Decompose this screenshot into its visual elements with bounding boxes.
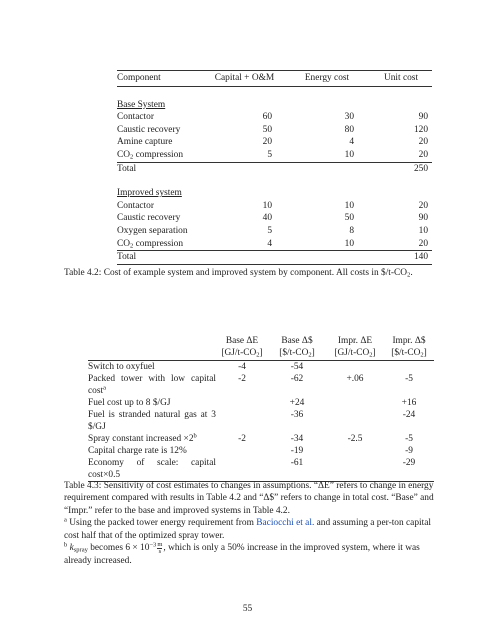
total-row [117,251,432,265]
header-cell: Impr. ΔE $[GJ/t-CO_2]$ [334,336,376,359]
table-row [88,409,434,433]
section-label: Improved system [117,188,182,199]
page-number: 55 [242,604,253,614]
header-cell: Base ΔE $[GJ/t-CO_2]$ [221,336,263,359]
cell [216,397,268,409]
cell: 4 [205,238,284,251]
cell: 4 [349,137,354,148]
table-4-3-caption [64,480,444,567]
table-row [88,361,434,374]
table-row [117,200,432,213]
cell [326,445,384,457]
footnote-a: $^a$ Using the packed tower energy requirement from Baciocchi et al. and assuming a per-ton capital cost half that of the optimized spray tower. [64,516,431,541]
caption-paragraph: Table 4.3: Sensitivity of cost estimates to changes in assumptions. “ΔE” refers to change in energy requirement compared with results in Table 4.2 and “Δ$” refers to change in total cost. “Base” and “Impr.” refer to the base and improved systems in Table 4.2. [64,481,434,516]
cell: -9 [405,446,413,456]
table-4-2 [117,70,432,265]
cell: +24 [289,398,305,408]
cell: 10 [284,149,370,162]
total-label: Total [117,251,205,265]
header-cell: Unit cost [370,71,432,87]
cell: 8 [349,225,354,236]
row-label: Fuel cost up to 8 $/GJ [88,398,171,408]
total-value: 250 [413,163,428,174]
row-label: $CO_2$ compression [117,238,205,251]
table-header-row [88,335,434,359]
table-row [88,433,434,445]
cell: 30 [344,112,354,123]
cell [326,361,384,374]
row-label: Amine capture [117,137,173,148]
cell: -5 [405,434,413,444]
cell: 10 [418,225,428,236]
table-4-3 [88,335,434,482]
cell: 20 [370,149,432,162]
cell [326,457,384,482]
row-label: Caustic recovery [117,213,181,224]
row-label: Contactor [117,200,154,211]
header-cell: Base Δ$ $[\$/t-CO_2]$ [279,336,315,359]
table-row [117,124,432,137]
cell [326,397,384,409]
row-label: Fuel is stranded natural gas at 3 $/GJ [88,410,216,432]
cell: 50 [344,213,354,224]
cell: 10 [344,200,354,211]
cell [216,409,268,433]
table-row [117,225,432,238]
header-cell: Capital + O&M [205,71,284,87]
total-value: 140 [370,251,432,265]
cell [384,361,434,374]
cell: -36 [290,410,304,420]
cell: -19 [290,446,304,456]
table-row [117,238,432,251]
row-label: Switch to oxyfuel [88,362,155,372]
row-label: Economy of scale: capital cost×0.5 [88,458,216,480]
table-row [117,111,432,124]
cell: -61 [268,457,326,482]
row-label: Packed tower with low capital cost$^a$ [88,374,216,396]
cell: -4 [238,362,246,372]
table-row [88,445,434,457]
cell: 10 [262,200,272,211]
cell: 40 [262,213,272,224]
header-cell: Energy cost [284,71,370,87]
cell: -2 [238,434,246,444]
cell: 5 [205,149,284,162]
cell: -2.5 [347,434,363,444]
cell: 20 [370,238,432,251]
total-label: Total [117,163,137,174]
cell: 120 [413,124,428,135]
table-row [88,373,434,397]
row-label: Oxygen separation [117,225,188,236]
cell: 5 [267,225,272,236]
table-header-row [117,71,432,87]
cell: -5 [405,374,413,384]
cell: -24 [402,410,416,420]
cell [216,445,268,457]
cell: -34 [290,434,304,444]
table-row [88,397,434,409]
cell: 20 [262,137,272,148]
cell: -54 [290,362,304,372]
cell: 60 [262,112,272,123]
citation-link[interactable]: Baciocchi et al. [256,518,315,529]
cell: +16 [401,398,417,408]
row-label: Capital charge rate is 12% [88,446,187,456]
row-label: Spray constant increased $\times 2^b$ [88,432,197,444]
footnote-b: $^b$ $k_{spray}$ becomes $6 \times 10^{-3}$ $\frac{m}{s}$ , which is only a 50% increase in the improved system, where it was already increased. [64,541,420,567]
table-row [117,149,432,162]
cell: 20 [418,137,428,148]
total-row [117,162,432,175]
row-label: Contactor [117,112,154,123]
header-cell: Impr. Δ$ $[\$/t-CO_2]$ [391,336,427,359]
section-label: Base System [117,99,166,110]
section-label-row [117,187,432,200]
table-row [117,212,432,225]
cell: 10 [284,238,370,251]
cell: -2 [238,374,246,384]
table-4-2-caption: Table 4.2: Cost of example system and improved system by component. All costs in $\$/t-CO_2$. [64,268,413,279]
row-label: $CO_2$ compression [117,149,205,162]
cell [216,457,268,482]
cell: +.06 [346,374,364,384]
cell: -62 [290,374,304,384]
cell: -29 [384,457,434,482]
section-label-row [117,99,432,112]
table-row [88,457,434,482]
row-label: Caustic recovery [117,124,181,135]
cell: 80 [344,124,354,135]
header-cell: Component [117,71,205,87]
cell: 90 [418,213,428,224]
cell: 90 [418,112,428,123]
cell [326,409,384,433]
cell: 20 [418,200,428,211]
cell: 50 [262,124,272,135]
table-row [117,136,432,149]
